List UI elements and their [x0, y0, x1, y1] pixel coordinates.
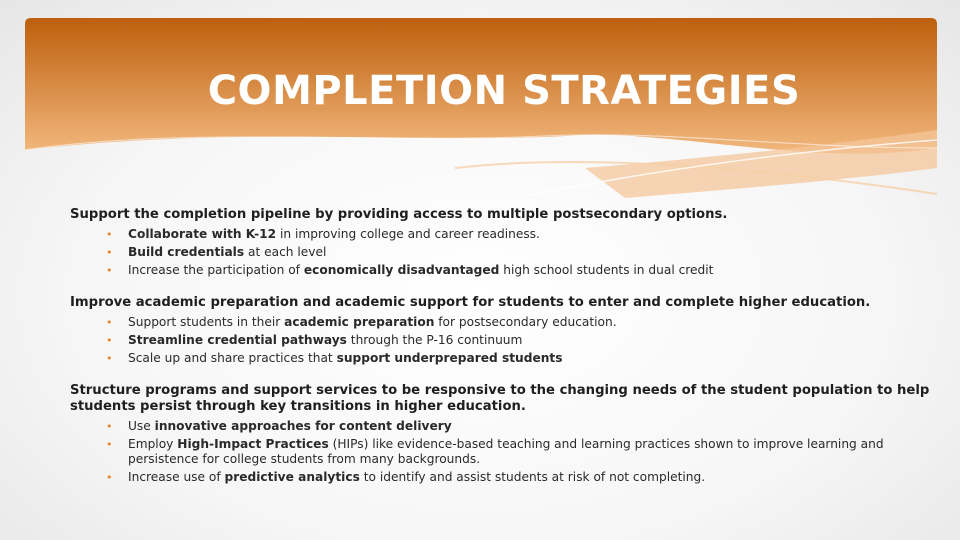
list-item: • Employ High-Impact Practices (HIPs) like evidence-based teaching and learning practices shown to improve learning and persistence for college students from many backgrounds.	[106, 437, 884, 466]
header-banner	[25, 18, 937, 200]
list-item: • Streamline credential pathways through the P-16 continuum	[106, 333, 523, 347]
bullet-list	[70, 419, 930, 485]
bullet-icon: •	[106, 334, 113, 347]
section-pipeline	[70, 207, 930, 278]
bullet-icon: •	[106, 352, 113, 365]
list-item: • Scale up and share practices that support underprepared students	[106, 351, 563, 365]
section-heading: Structure programs and support services to be responsive to the changing needs of the student population to help students persist through key transitions in higher education.	[70, 383, 930, 414]
slide-title: COMPLETION STRATEGIES	[207, 68, 801, 114]
list-item: • Support students in their academic preparation for postsecondary education.	[106, 315, 617, 329]
slide-content	[70, 207, 930, 502]
list-item: • Collaborate with K-12 in improving college and career readiness.	[106, 227, 540, 241]
section-heading: Support the completion pipeline by providing access to multiple postsecondary options.	[70, 207, 728, 222]
bullet-list	[70, 315, 930, 366]
section-heading: Improve academic preparation and academic support for students to enter and complete higher education.	[70, 295, 871, 310]
bullet-icon: •	[106, 246, 113, 259]
bullet-icon: •	[106, 471, 113, 484]
list-item: • Use innovative approaches for content delivery	[106, 419, 452, 433]
bullet-icon: •	[106, 228, 113, 241]
bullet-icon: •	[106, 438, 113, 451]
list-item: • Build credentials at each level	[106, 245, 327, 259]
bullet-list	[70, 227, 930, 278]
list-item: • Increase the participation of economically disadvantaged high school students in dual credit	[106, 263, 714, 277]
bullet-icon: •	[106, 264, 113, 277]
bullet-icon: •	[106, 316, 113, 329]
bullet-icon: •	[106, 420, 113, 433]
list-item: • Increase use of predictive analytics to identify and assist students at risk of not completing.	[106, 470, 706, 484]
section-academic-preparation	[70, 295, 930, 366]
section-programs-support	[70, 383, 930, 485]
